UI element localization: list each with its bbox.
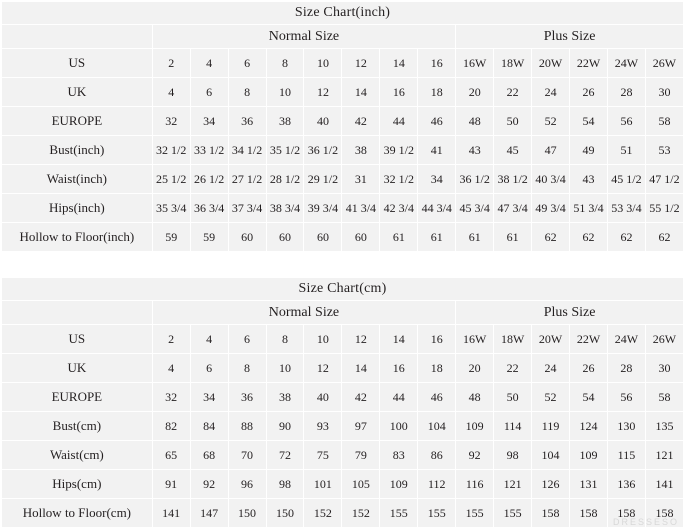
table-cell: 91 — [152, 470, 190, 499]
chart-divider — [0, 260, 685, 270]
table-cell: 97 — [342, 412, 380, 441]
table-cell: 32 — [152, 107, 190, 136]
table-cell: 20W — [532, 49, 570, 78]
table-cell: 12 — [304, 354, 342, 383]
table-cell: 4 — [152, 354, 190, 383]
table-cell: 38 3/4 — [266, 194, 304, 223]
table-cell: 41 — [418, 136, 456, 165]
table-cell: 86 — [418, 441, 456, 470]
table-cell: 49 — [570, 136, 608, 165]
table-cell: 6 — [228, 325, 266, 354]
table-cell: 14 — [380, 325, 418, 354]
group-normal-size: Normal Size — [152, 25, 456, 49]
table-cell: 18 — [418, 354, 456, 383]
table-cell: 26 — [570, 354, 608, 383]
table-cell: 101 — [304, 470, 342, 499]
chart-title: Size Chart(cm) — [2, 278, 684, 301]
table-cell: 83 — [380, 441, 418, 470]
table-cell: 100 — [380, 412, 418, 441]
row-label: EUROPE — [2, 383, 153, 412]
table-cell: 22 — [494, 78, 532, 107]
table-cell: 16W — [456, 49, 494, 78]
table-cell: 14 — [342, 78, 380, 107]
group-row-corner — [2, 25, 153, 49]
table-cell: 42 3/4 — [380, 194, 418, 223]
table-cell: 135 — [645, 412, 683, 441]
table-cell: 62 — [532, 223, 570, 252]
table-cell: 155 — [494, 499, 532, 528]
table-cell: 20 — [456, 78, 494, 107]
table-cell: 40 — [304, 383, 342, 412]
table-cell: 24 — [532, 78, 570, 107]
table-cell: 27 1/2 — [228, 165, 266, 194]
table-cell: 26 1/2 — [190, 165, 228, 194]
watermark-text: DRESSESO — [612, 517, 679, 527]
table-row — [2, 165, 684, 194]
table-cell: 38 — [266, 107, 304, 136]
table-cell: 32 1/2 — [152, 136, 190, 165]
table-cell: 39 3/4 — [304, 194, 342, 223]
table-cell: 158 — [607, 499, 645, 528]
table-cell: 36 1/2 — [304, 136, 342, 165]
size-chart-cm-block — [0, 276, 685, 529]
table-cell: 26W — [645, 325, 683, 354]
row-label: UK — [2, 354, 153, 383]
table-cell: 6 — [190, 354, 228, 383]
table-cell: 35 3/4 — [152, 194, 190, 223]
table-cell: 109 — [380, 470, 418, 499]
table-cell: 28 — [607, 354, 645, 383]
table-cell: 54 — [570, 383, 608, 412]
table-cell: 28 1/2 — [266, 165, 304, 194]
table-cell: 12 — [342, 49, 380, 78]
table-cell: 8 — [228, 78, 266, 107]
table-cell: 50 — [494, 383, 532, 412]
table-cell: 10 — [304, 49, 342, 78]
table-cell: 124 — [570, 412, 608, 441]
table-cell: 46 — [418, 383, 456, 412]
table-cell: 24W — [607, 325, 645, 354]
table-cell: 61 — [456, 223, 494, 252]
group-plus-size: Plus Size — [456, 25, 684, 49]
table-cell: 112 — [418, 470, 456, 499]
table-cell: 60 — [266, 223, 304, 252]
table-cell: 93 — [304, 412, 342, 441]
table-row — [2, 194, 684, 223]
table-row — [2, 470, 684, 499]
group-plus-size: Plus Size — [456, 301, 684, 325]
table-cell: 28 — [607, 78, 645, 107]
table-cell: 4 — [190, 49, 228, 78]
table-cell: 10 — [304, 325, 342, 354]
table-cell: 121 — [645, 441, 683, 470]
table-cell: 40 — [304, 107, 342, 136]
table-cell: 155 — [418, 499, 456, 528]
table-cell: 42 — [342, 107, 380, 136]
table-cell: 22W — [570, 49, 608, 78]
table-cell: 42 — [342, 383, 380, 412]
table-cell: 14 — [342, 354, 380, 383]
table-cell: 52 — [532, 383, 570, 412]
table-cell: 104 — [418, 412, 456, 441]
table-cell: 96 — [228, 470, 266, 499]
table-cell: 115 — [607, 441, 645, 470]
table-cell: 10 — [266, 354, 304, 383]
row-label: US — [2, 49, 153, 78]
table-cell: 45 — [494, 136, 532, 165]
table-cell: 88 — [228, 412, 266, 441]
row-label: Waist(cm) — [2, 441, 153, 470]
table-cell: 26W — [645, 49, 683, 78]
table-cell: 12 — [342, 325, 380, 354]
table-cell: 104 — [532, 441, 570, 470]
chart-group-row — [2, 301, 684, 325]
table-row — [2, 49, 684, 78]
table-cell: 16 — [380, 78, 418, 107]
table-cell: 48 — [456, 383, 494, 412]
table-cell: 130 — [607, 412, 645, 441]
table-cell: 105 — [342, 470, 380, 499]
table-cell: 18 — [418, 78, 456, 107]
table-cell: 35 1/2 — [266, 136, 304, 165]
chart-title-row — [2, 2, 684, 25]
chart-title: Size Chart(inch) — [2, 2, 684, 25]
table-cell: 32 — [152, 383, 190, 412]
table-cell: 38 — [266, 383, 304, 412]
table-cell: 141 — [645, 470, 683, 499]
table-cell: 50 — [494, 107, 532, 136]
table-cell: 61 — [494, 223, 532, 252]
table-cell: 126 — [532, 470, 570, 499]
row-label: Waist(inch) — [2, 165, 153, 194]
table-cell: 155 — [456, 499, 494, 528]
table-cell: 44 3/4 — [418, 194, 456, 223]
table-cell: 31 — [342, 165, 380, 194]
table-cell: 34 1/2 — [228, 136, 266, 165]
table-row — [2, 383, 684, 412]
table-cell: 34 — [418, 165, 456, 194]
table-cell: 55 1/2 — [645, 194, 683, 223]
table-cell: 60 — [342, 223, 380, 252]
table-cell: 38 — [342, 136, 380, 165]
table-cell: 24W — [607, 49, 645, 78]
table-cell: 24 — [532, 354, 570, 383]
table-cell: 59 — [190, 223, 228, 252]
table-cell: 51 — [607, 136, 645, 165]
row-label: Hollow to Floor(inch) — [2, 223, 153, 252]
table-cell: 136 — [607, 470, 645, 499]
table-cell: 119 — [532, 412, 570, 441]
table-cell: 53 3/4 — [607, 194, 645, 223]
table-cell: 47 — [532, 136, 570, 165]
table-cell: 8 — [266, 325, 304, 354]
table-cell: 43 — [570, 165, 608, 194]
table-cell: 52 — [532, 107, 570, 136]
row-label: Bust(inch) — [2, 136, 153, 165]
row-label: Hips(inch) — [2, 194, 153, 223]
table-cell: 84 — [190, 412, 228, 441]
table-cell: 12 — [304, 78, 342, 107]
table-cell: 33 1/2 — [190, 136, 228, 165]
table-cell: 114 — [494, 412, 532, 441]
chart-group-row — [2, 25, 684, 49]
table-cell: 46 — [418, 107, 456, 136]
table-cell: 58 — [645, 383, 683, 412]
table-cell: 38 1/2 — [494, 165, 532, 194]
table-cell: 150 — [228, 499, 266, 528]
table-cell: 41 3/4 — [342, 194, 380, 223]
table-cell: 44 — [380, 383, 418, 412]
table-cell: 54 — [570, 107, 608, 136]
table-cell: 6 — [228, 49, 266, 78]
table-row — [2, 223, 684, 252]
table-cell: 20W — [532, 325, 570, 354]
table-cell: 45 3/4 — [456, 194, 494, 223]
table-row — [2, 136, 684, 165]
table-cell: 16W — [456, 325, 494, 354]
table-cell: 131 — [570, 470, 608, 499]
group-row-corner — [2, 301, 153, 325]
table-cell: 155 — [380, 499, 418, 528]
table-cell: 6 — [190, 78, 228, 107]
table-row — [2, 499, 684, 528]
table-cell: 152 — [342, 499, 380, 528]
table-cell: 36 — [228, 383, 266, 412]
row-label: US — [2, 325, 153, 354]
table-cell: 49 3/4 — [532, 194, 570, 223]
chart-title-row — [2, 278, 684, 301]
table-cell: 75 — [304, 441, 342, 470]
table-cell: 61 — [380, 223, 418, 252]
table-cell: 18W — [494, 325, 532, 354]
table-cell: 4 — [152, 78, 190, 107]
table-cell: 98 — [494, 441, 532, 470]
row-label: Hips(cm) — [2, 470, 153, 499]
table-row — [2, 325, 684, 354]
row-label: UK — [2, 78, 153, 107]
table-cell: 79 — [342, 441, 380, 470]
table-cell: 109 — [570, 441, 608, 470]
table-cell: 10 — [266, 78, 304, 107]
table-cell: 152 — [304, 499, 342, 528]
table-cell: 150 — [266, 499, 304, 528]
table-cell: 2 — [152, 325, 190, 354]
table-cell: 158 — [645, 499, 683, 528]
table-cell: 121 — [494, 470, 532, 499]
table-cell: 92 — [190, 470, 228, 499]
table-cell: 61 — [418, 223, 456, 252]
table-row — [2, 441, 684, 470]
table-cell: 14 — [380, 49, 418, 78]
row-label: EUROPE — [2, 107, 153, 136]
table-cell: 30 — [645, 354, 683, 383]
table-cell: 29 1/2 — [304, 165, 342, 194]
table-cell: 36 3/4 — [190, 194, 228, 223]
table-cell: 22 — [494, 354, 532, 383]
table-cell: 147 — [190, 499, 228, 528]
table-cell: 25 1/2 — [152, 165, 190, 194]
table-cell: 116 — [456, 470, 494, 499]
table-cell: 53 — [645, 136, 683, 165]
table-cell: 34 — [190, 383, 228, 412]
table-cell: 158 — [532, 499, 570, 528]
table-cell: 37 3/4 — [228, 194, 266, 223]
size-chart-inch-table — [1, 1, 684, 252]
table-cell: 60 — [304, 223, 342, 252]
size-chart-inch-block — [0, 0, 685, 253]
table-cell: 56 — [607, 383, 645, 412]
table-cell: 48 — [456, 107, 494, 136]
table-cell: 39 1/2 — [380, 136, 418, 165]
table-cell: 45 1/2 — [607, 165, 645, 194]
table-row — [2, 354, 684, 383]
table-cell: 8 — [228, 354, 266, 383]
table-cell: 72 — [266, 441, 304, 470]
table-cell: 16 — [380, 354, 418, 383]
table-cell: 62 — [645, 223, 683, 252]
table-cell: 56 — [607, 107, 645, 136]
table-cell: 158 — [570, 499, 608, 528]
table-cell: 65 — [152, 441, 190, 470]
table-cell: 70 — [228, 441, 266, 470]
table-cell: 68 — [190, 441, 228, 470]
table-cell: 62 — [570, 223, 608, 252]
table-cell: 44 — [380, 107, 418, 136]
table-cell: 82 — [152, 412, 190, 441]
table-row — [2, 412, 684, 441]
table-cell: 90 — [266, 412, 304, 441]
table-cell: 51 3/4 — [570, 194, 608, 223]
table-cell: 141 — [152, 499, 190, 528]
table-cell: 36 1/2 — [456, 165, 494, 194]
table-cell: 58 — [645, 107, 683, 136]
table-cell: 60 — [228, 223, 266, 252]
table-cell: 36 — [228, 107, 266, 136]
table-cell: 20 — [456, 354, 494, 383]
table-row — [2, 78, 684, 107]
table-cell: 47 3/4 — [494, 194, 532, 223]
group-normal-size: Normal Size — [152, 301, 456, 325]
table-cell: 92 — [456, 441, 494, 470]
table-cell: 8 — [266, 49, 304, 78]
table-cell: 109 — [456, 412, 494, 441]
table-cell: 32 1/2 — [380, 165, 418, 194]
table-cell: 30 — [645, 78, 683, 107]
table-cell: 34 — [190, 107, 228, 136]
table-cell: 98 — [266, 470, 304, 499]
table-cell: 18W — [494, 49, 532, 78]
size-chart-cm-table — [1, 277, 684, 528]
table-cell: 59 — [152, 223, 190, 252]
table-cell: 26 — [570, 78, 608, 107]
table-cell: 47 1/2 — [645, 165, 683, 194]
table-cell: 40 3/4 — [532, 165, 570, 194]
table-cell: 16 — [418, 49, 456, 78]
table-cell: 4 — [190, 325, 228, 354]
table-cell: 16 — [418, 325, 456, 354]
row-label: Bust(cm) — [2, 412, 153, 441]
table-cell: 22W — [570, 325, 608, 354]
table-cell: 2 — [152, 49, 190, 78]
table-row — [2, 107, 684, 136]
row-label: Hollow to Floor(cm) — [2, 499, 153, 528]
table-cell: 62 — [607, 223, 645, 252]
table-cell: 43 — [456, 136, 494, 165]
